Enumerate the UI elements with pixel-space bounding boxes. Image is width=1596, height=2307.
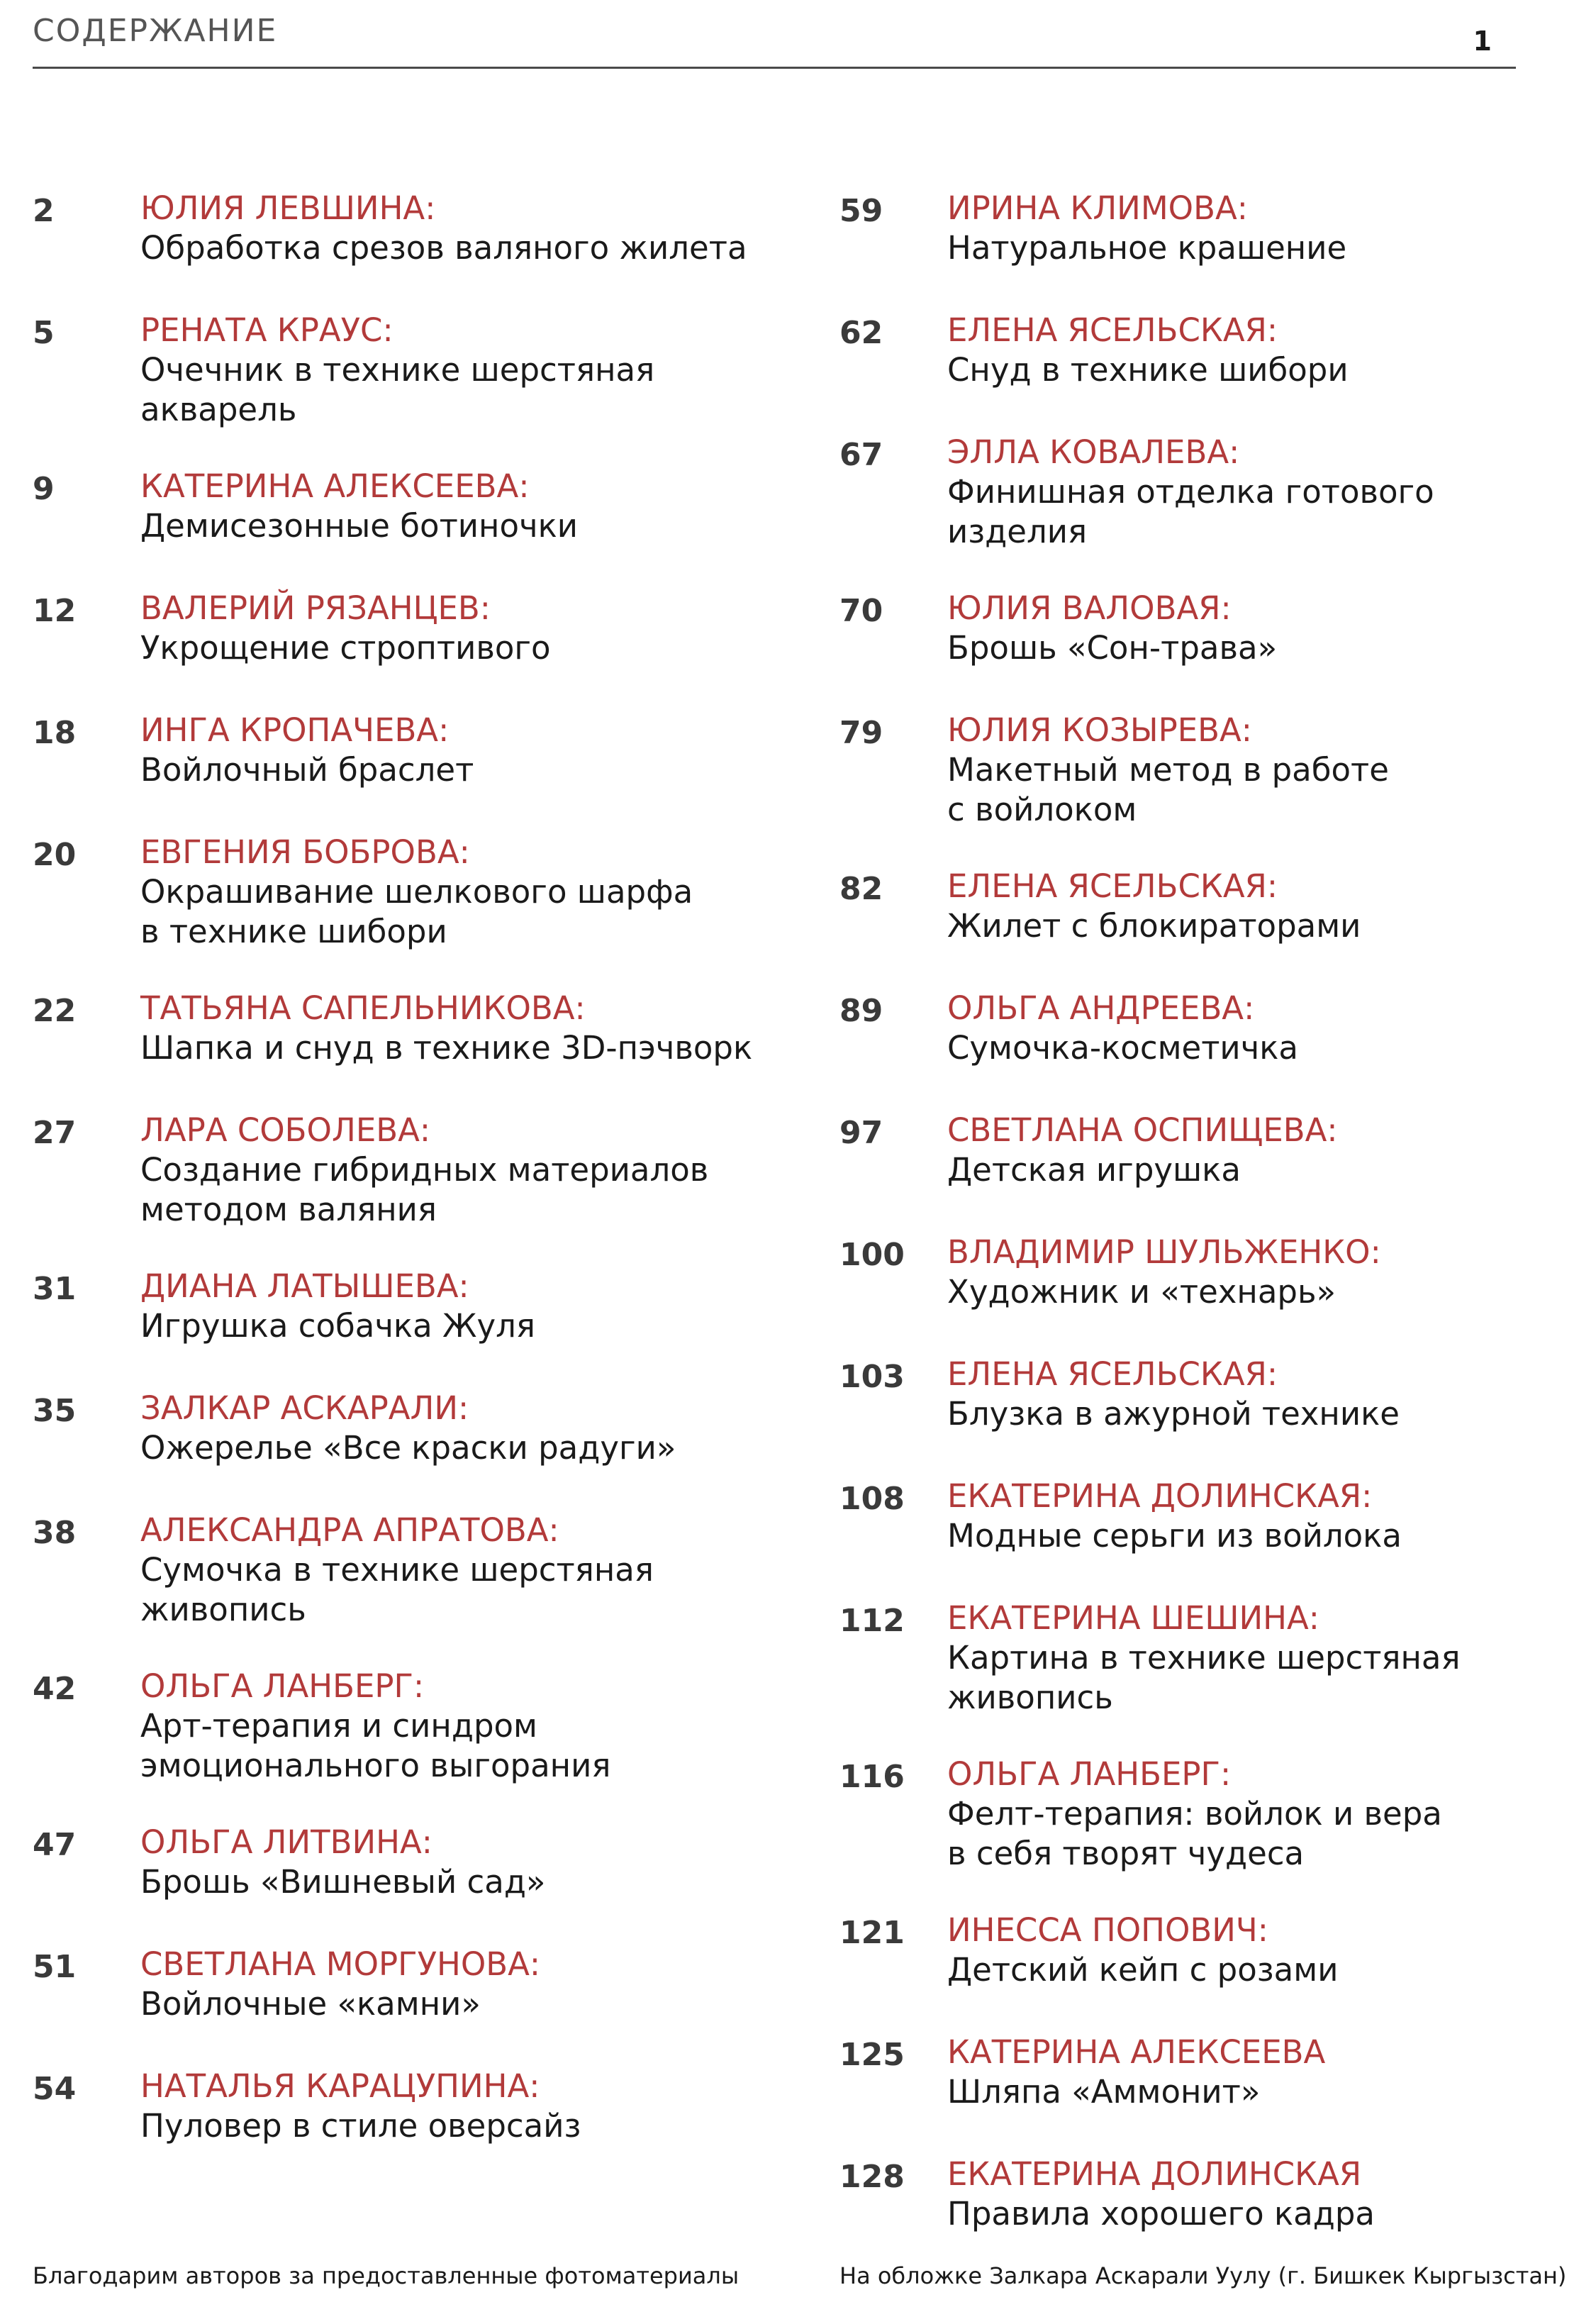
toc-entry-page: 67: [839, 437, 883, 473]
page-number: 1: [1473, 26, 1492, 57]
toc-entry[interactable]: [839, 1233, 1591, 1312]
toc-entry-title: Детская игрушка: [947, 1151, 1241, 1189]
toc-entry-author: ВЛАДИМИР ШУЛЬЖЕНКО:: [947, 1233, 1381, 1271]
toc-entry-page: 31: [33, 1271, 77, 1307]
toc-entry-author: ЭЛЛА КОВАЛЕВА:: [947, 433, 1240, 471]
toc-entry-page: 27: [33, 1115, 77, 1151]
toc-entry-title: Ожерелье «Все краски радуги»: [140, 1429, 676, 1467]
toc-entry-author: ОЛЬГА ЛАНБЕРГ:: [947, 1755, 1232, 1793]
toc-entry[interactable]: [839, 1599, 1591, 1718]
toc-entry-title: Брошь «Сон-трава»: [947, 629, 1278, 667]
toc-entry-title: Блузка в ажурной технике: [947, 1395, 1400, 1433]
toc-entry-page: 42: [33, 1671, 77, 1707]
toc-entry-author: ЕКАТЕРИНА ДОЛИНСКАЯ:: [947, 1477, 1373, 1515]
toc-entry-author: ОЛЬГА АНДРЕЕВА:: [947, 989, 1255, 1027]
toc-entry-page: 108: [839, 1481, 905, 1517]
toc-entry[interactable]: [33, 189, 784, 268]
toc-entry-title: Окрашивание шелкового шарфа в технике шибори: [140, 873, 693, 950]
toc-entry-title: Обработка срезов валяного жилета: [140, 229, 747, 267]
toc-entry-page: 51: [33, 1949, 77, 1985]
toc-entry-title: Арт-терапия и синдром эмоционального выгорания: [140, 1707, 611, 1784]
toc-entry-author: ЗАЛКАР АСКАРАЛИ:: [140, 1389, 469, 1427]
toc-entry-page: 38: [33, 1515, 77, 1551]
toc-entry[interactable]: [839, 433, 1591, 552]
toc-entry[interactable]: [33, 589, 784, 668]
toc-entry-title: Игрушка собачка Жуля: [140, 1307, 535, 1345]
toc-entry-title: Натуральное крашение: [947, 229, 1347, 267]
toc-entry[interactable]: [839, 589, 1591, 668]
toc-entry-author: СВЕТЛАНА ОСПИЩЕВА:: [947, 1111, 1338, 1149]
toc-entry-author: ДИАНА ЛАТЫШЕВА:: [140, 1267, 469, 1305]
toc-entry[interactable]: [839, 867, 1591, 946]
toc-entry-title: Картина в технике шерстяная живопись: [947, 1639, 1461, 1716]
toc-entry-title: Художник и «технарь»: [947, 1273, 1336, 1311]
toc-entry-author: ЮЛИЯ ЛЕВШИНА:: [140, 189, 436, 227]
toc-entry-page: 100: [839, 1237, 905, 1273]
toc-entry-page: 47: [33, 1827, 77, 1863]
footer-credits: Благодарим авторов за предоставленные фотоматериалы: [33, 2262, 740, 2289]
toc-entry-author: КАТЕРИНА АЛЕКСЕЕВА:: [140, 467, 530, 505]
toc-entry-author: СВЕТЛАНА МОРГУНОВА:: [140, 1945, 541, 1983]
page-title: СОДЕРЖАНИЕ: [33, 13, 278, 49]
toc-entry-title: Пуловер в стиле оверсайз: [140, 2107, 581, 2145]
toc-entry-page: 62: [839, 315, 883, 351]
toc-entry-title: Укрощение строптивого: [140, 629, 551, 667]
toc-entry[interactable]: [33, 1389, 784, 1468]
toc-entry[interactable]: [33, 1823, 784, 1902]
toc-entry-page: 22: [33, 993, 77, 1029]
toc-entry-title: Макетный метод в работе с войлоком: [947, 751, 1389, 828]
toc-entry-author: АЛЕКСАНДРА АПРАТОВА:: [140, 1511, 559, 1549]
toc-entry-title: Сумочка-косметичка: [947, 1029, 1298, 1067]
toc-entry[interactable]: [839, 1755, 1591, 1874]
toc-entry-page: 128: [839, 2159, 905, 2195]
toc-entry[interactable]: [33, 311, 784, 430]
toc-entry-page: 20: [33, 837, 77, 873]
toc-entry-author: ИНГА КРОПАЧЕВА:: [140, 711, 450, 749]
toc-left-column: [33, 189, 784, 2189]
toc-entry-title: Войлочный браслет: [140, 751, 474, 789]
toc-entry-author: ЛАРА СОБОЛЕВА:: [140, 1111, 431, 1149]
toc-entry[interactable]: [33, 833, 784, 952]
toc-entry-author: ЕКАТЕРИНА ШЕШИНА:: [947, 1599, 1319, 1637]
toc-entry-page: 116: [839, 1759, 905, 1795]
toc-entry[interactable]: [33, 1267, 784, 1346]
toc-entry[interactable]: [33, 2067, 784, 2146]
toc-entry-author: ЮЛИЯ КОЗЫРЕВА:: [947, 711, 1252, 749]
toc-entry-author: ЕЛЕНА ЯСЕЛЬСКАЯ:: [947, 311, 1278, 349]
toc-entry[interactable]: [839, 2155, 1591, 2234]
toc-entry-title: Фелт-терапия: войлок и вера в себя творят чудеса: [947, 1795, 1442, 1872]
toc-entry-author: ОЛЬГА ЛИТВИНА:: [140, 1823, 433, 1861]
toc-entry-title: Демисезонные ботиночки: [140, 507, 578, 545]
toc-entry-title: Жилет с блокираторами: [947, 907, 1361, 945]
toc-entry-page: 121: [839, 1915, 905, 1951]
toc-entry[interactable]: [839, 989, 1591, 1068]
toc-entry-title: Правила хорошего кадра: [947, 2195, 1375, 2233]
toc-entry-page: 12: [33, 593, 77, 629]
toc-entry[interactable]: [33, 1667, 784, 1786]
toc-entry-author: ТАТЬЯНА САПЕЛЬНИКОВА:: [140, 989, 586, 1027]
toc-right-column: [839, 189, 1591, 2277]
footer-cover-note: На обложке Залкара Аскарали Уулу (г. Бишкек Кыргызстан): [839, 2262, 1567, 2289]
toc-entry-author: НАТАЛЬЯ КАРАЦУПИНА:: [140, 2067, 540, 2105]
toc-entry-page: 18: [33, 715, 77, 751]
toc-entry[interactable]: [839, 1477, 1591, 1556]
toc-entry-author: ОЛЬГА ЛАНБЕРГ:: [140, 1667, 425, 1705]
toc-entry[interactable]: [839, 2033, 1591, 2112]
toc-entry-title: Очечник в технике шерстяная акварель: [140, 351, 655, 428]
toc-entry[interactable]: [839, 1355, 1591, 1434]
toc-entry-title: Войлочные «камни»: [140, 1985, 481, 2023]
toc-entry-author: ЮЛИЯ ВАЛОВАЯ:: [947, 589, 1232, 627]
toc-entry-page: 59: [839, 193, 883, 229]
toc-entry[interactable]: [839, 711, 1591, 830]
toc-entry-page: 97: [839, 1115, 883, 1151]
toc-entry-author: ИНЕССА ПОПОВИЧ:: [947, 1911, 1268, 1949]
toc-entry-title: Шапка и снуд в технике 3D-пэчворк: [140, 1029, 753, 1067]
toc-entry-author: ЕЛЕНА ЯСЕЛЬСКАЯ:: [947, 1355, 1278, 1393]
toc-entry-title: Создание гибридных материалов методом валяния: [140, 1151, 709, 1228]
toc-entry-author: ИРИНА КЛИМОВА:: [947, 189, 1248, 227]
toc-entry-page: 79: [839, 715, 883, 751]
toc-entry-page: 70: [839, 593, 883, 629]
toc-entry-author: ЕЛЕНА ЯСЕЛЬСКАЯ:: [947, 867, 1278, 905]
page-header: [33, 10, 1516, 69]
toc-entry-title: Сумочка в технике шерстяная живопись: [140, 1551, 654, 1628]
toc-entry-page: 5: [33, 315, 55, 351]
toc-entry[interactable]: [33, 989, 784, 1068]
toc-entry-title: Детский кейп с розами: [947, 1951, 1339, 1989]
toc-entry-author: РЕНАТА КРАУС:: [140, 311, 394, 349]
toc-entry-page: 112: [839, 1603, 905, 1639]
toc-entry-page: 54: [33, 2071, 77, 2107]
toc-entry[interactable]: [33, 1111, 784, 1230]
toc-entry-page: 89: [839, 993, 883, 1029]
toc-entry[interactable]: [839, 311, 1591, 390]
toc-entry-title: Шляпа «Аммонит»: [947, 2073, 1261, 2111]
toc-entry-author: ВАЛЕРИЙ РЯЗАНЦЕВ:: [140, 589, 491, 627]
toc-entry[interactable]: [33, 1511, 784, 1630]
toc-entry-title: Снуд в технике шибори: [947, 351, 1349, 389]
toc-entry-page: 103: [839, 1359, 905, 1395]
toc-entry-page: 9: [33, 471, 55, 507]
toc-entry[interactable]: [839, 1111, 1591, 1190]
toc-entry-title: Брошь «Вишневый сад»: [140, 1863, 546, 1901]
toc-entry[interactable]: [839, 189, 1591, 268]
toc-entry[interactable]: [33, 467, 784, 546]
toc-entry-page: 125: [839, 2037, 905, 2073]
toc-entry-title: Модные серьги из войлока: [947, 1517, 1402, 1555]
toc-entry-title: Финишная отделка готового изделия: [947, 473, 1434, 550]
toc-entry[interactable]: [33, 711, 784, 790]
toc-entry-page: 82: [839, 871, 883, 907]
toc-entry[interactable]: [839, 1911, 1591, 1990]
toc-entry-author: ЕКАТЕРИНА ДОЛИНСКАЯ: [947, 2155, 1362, 2193]
toc-entry-page: 35: [33, 1393, 77, 1429]
toc-entry-page: 2: [33, 193, 55, 229]
toc-entry-author: ЕВГЕНИЯ БОБРОВА:: [140, 833, 470, 871]
toc-entry[interactable]: [33, 1945, 784, 2024]
toc-entry-author: КАТЕРИНА АЛЕКСЕЕВА: [947, 2033, 1326, 2071]
